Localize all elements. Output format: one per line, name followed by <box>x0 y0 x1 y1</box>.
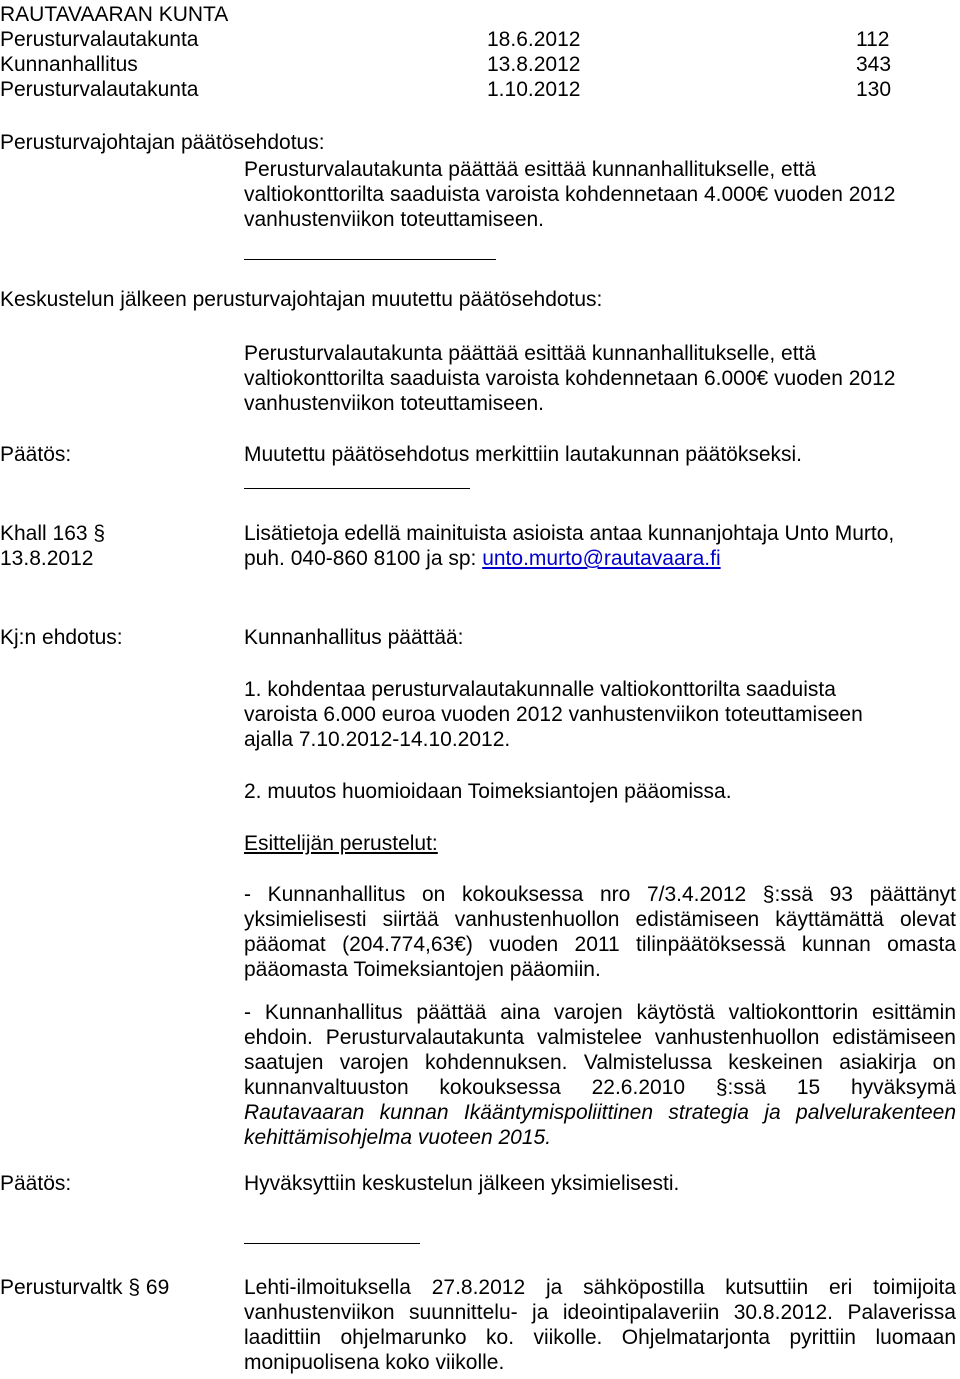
header-number-3: 130 <box>856 78 892 101</box>
kj-item-2: 2. muutos huomioidaan Toimeksiantojen pääomissa. <box>244 780 732 803</box>
modified-line-1: Perusturvalautakunta päättää esittää kunnanhallitukselle, että <box>244 342 817 365</box>
kj-heading: Kunnanhallitus päättää: <box>244 626 464 649</box>
proposal-heading: Perusturvajohtajan päätösehdotus: <box>0 131 325 154</box>
header-date-2: 13.8.2012 <box>487 53 581 76</box>
reason-paragraph-2 <box>244 1000 956 1150</box>
kj-item-1-line-2: varoista 6.000 euroa vuoden 2012 vanhustenviikon toteuttamiseen <box>244 703 863 726</box>
kj-item-1-line-3: ajalla 7.10.2012-14.10.2012. <box>244 728 511 751</box>
decision-text: Muutettu päätösehdotus merkittiin lautakunnan päätökseksi. <box>244 443 803 466</box>
separator-line <box>244 1243 420 1244</box>
kj-label: Kj:n ehdotus: <box>0 626 123 649</box>
header-body-3: Perusturvalautakunta <box>0 78 199 101</box>
decision-2-label: Päätös: <box>0 1172 72 1195</box>
header-number-1: 112 <box>856 28 890 51</box>
khall-info-line-2 <box>244 546 721 571</box>
organization-name: RAUTAVAARAN KUNTA <box>0 3 229 26</box>
reason-paragraph-1: - Kunnanhallitus on kokouksessa nro 7/3.4.2012 §:ssä 93 päättänyt yksimielisesti siirtää vanhustenhuollon edistämiseen käyttämättä olevat pääomat (204.774,63€) vuoden 2011 tilinpäätöksessä kunnan omasta pääomasta Toimeksiantojen pääomiin. <box>244 883 956 981</box>
modified-line-2: valtiokonttorilta saaduista varoista kohdennetaan 6.000€ vuoden 2012 <box>244 367 896 390</box>
header-body-1: Perusturvalautakunta <box>0 28 199 51</box>
phone-text: puh. 040-860 8100 ja sp: <box>244 547 483 570</box>
modified-line-3: vanhustenviikon toteuttamiseen. <box>244 392 545 415</box>
proposal-line-1: Perusturvalautakunta päättää esittää kunnanhallitukselle, että <box>244 158 817 181</box>
strategy-title: Rautavaaran kunnan Ikääntymispoliittinen strategia ja palvelurakenteen kehittämisohjelma vuoteen 2015. <box>244 1101 956 1149</box>
proposal-line-2: valtiokonttorilta saaduista varoista kohdennetaan 4.000€ vuoden 2012 <box>244 183 896 206</box>
separator-line <box>244 259 496 260</box>
reasons-heading: Esittelijän perustelut: <box>244 832 438 855</box>
separator-line <box>244 488 470 489</box>
header-body-2: Kunnanhallitus <box>0 53 138 76</box>
ptvaltk-paragraph: Lehti-ilmoituksella 27.8.2012 ja sähköpostilla kutsuttiin eri toimijoita vanhustenviikon suunnittelu- ja ideointipalaveriin 30.8.2012. Palaverissa laadittiin ohjelmarunko ko. viikolle. Ohjelmatarjonta pyrittiin luomaan monipuolisena koko viikolle. <box>244 1276 956 1374</box>
proposal-line-3: vanhustenviikon toteuttamiseen. <box>244 208 545 231</box>
decision-label: Päätös: <box>0 443 72 466</box>
reason-2-text: - Kunnanhallitus päättää aina varojen käytöstä valtiokonttorin esittämin ehdoin. Perusturvalautakunta valmistelee vanhustenhuollon edistämiseen saatujen varojen kohdennuksen. Valmistelussa keskeinen asiakirja on kunnanvaltuuston kokouksessa 22.6.2010 §:ssä 15 hyväksymä <box>244 1001 956 1099</box>
modified-heading: Keskustelun jälkeen perusturvajohtajan muutettu päätösehdotus: <box>0 288 603 311</box>
khall-date: 13.8.2012 <box>0 547 94 570</box>
header-date-1: 18.6.2012 <box>487 28 581 51</box>
khall-label: Khall 163 § <box>0 522 106 545</box>
decision-2-text: Hyväksyttiin keskustelun jälkeen yksimielisesti. <box>244 1172 680 1195</box>
kj-item-1-line-1: 1. kohdentaa perusturvalautakunnalle valtiokonttorilta saaduista <box>244 678 836 701</box>
header-date-3: 1.10.2012 <box>487 78 581 101</box>
ptvaltk-label: Perusturvaltk § 69 <box>0 1276 170 1299</box>
header-number-2: 343 <box>856 53 892 76</box>
email-link[interactable]: unto.murto@rautavaara.fi <box>482 547 721 570</box>
khall-info-line-1: Lisätietoja edellä mainituista asioista antaa kunnanjohtaja Unto Murto, <box>244 522 895 545</box>
